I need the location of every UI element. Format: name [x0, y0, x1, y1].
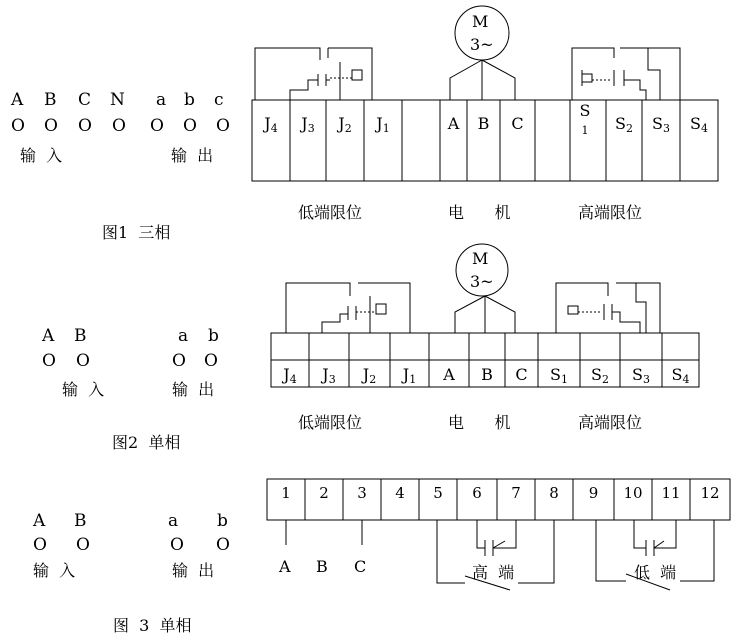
fig3-terminal-label: 6: [472, 484, 482, 502]
fig3-high-label: 高 端: [472, 563, 515, 582]
fig3-input-name: B: [74, 511, 87, 531]
fig3-low-label: 低 端: [634, 563, 677, 582]
fig2-terminal-label: $J_2$: [362, 365, 377, 386]
fig3-terminal-label: 11: [661, 484, 681, 502]
fig2-group-high: 高端限位: [578, 413, 643, 432]
fig3-output-name: a: [168, 511, 179, 531]
fig2-output-label: 输 出: [172, 380, 215, 399]
fig3-terminal-label: 2: [319, 484, 329, 502]
fig2-caption: 图2 单相: [112, 433, 181, 452]
fig1-motor-symbol: M: [472, 12, 489, 31]
fig1-input-terminal: O: [78, 116, 92, 136]
fig2-output-name: b: [208, 326, 219, 346]
fig2-terminal-label: A: [443, 365, 455, 384]
fig1-output-terminal: O: [150, 116, 164, 136]
fig3-terminal-label: 8: [549, 484, 559, 502]
fig2-output-terminal: O: [172, 351, 186, 371]
fig2-input-label: 输 入: [62, 380, 105, 399]
fig2-input-terminal: O: [42, 351, 56, 371]
fig2-input-name: B: [74, 326, 87, 346]
fig1-terminal-label: $S_4$: [690, 114, 708, 135]
fig3-terminal-label: 9: [588, 484, 599, 502]
fig1-terminal-label: B: [477, 114, 490, 133]
fig3-caption: 图 3 单相: [113, 616, 192, 635]
fig3-terminal-label: 1: [281, 484, 291, 502]
fig3-terminal-label: 7: [511, 484, 521, 502]
fig2-input-name: A: [42, 326, 55, 346]
fig2-terminal-label: $J_1$: [402, 365, 417, 386]
fig1-output-terminal: O: [183, 116, 197, 136]
fig1-caption: 图1 三相: [102, 223, 171, 242]
fig3-output-name: b: [217, 511, 228, 531]
fig2-input-terminal: O: [76, 351, 90, 371]
fig1-terminal-label: $J_1$: [376, 114, 390, 135]
fig3-output-terminal: O: [216, 535, 230, 555]
fig2-motor-phase: 3~: [470, 272, 494, 291]
fig1-terminal-label: $S_2$: [615, 114, 633, 135]
fig3-motor-lead: B: [316, 557, 328, 576]
fig3-input-label: 输 入: [33, 561, 76, 580]
fig1-motor-phase: 3~: [470, 35, 494, 54]
fig2-terminal-label: $S_1$: [550, 365, 568, 386]
fig1-terminal-label: C: [511, 114, 524, 133]
fig2-terminal-label: $S_4$: [671, 365, 690, 386]
fig3-motor-lead: C: [354, 557, 367, 576]
fig1-input-label: 输 入: [20, 146, 63, 165]
fig1-input-name: C: [78, 90, 92, 110]
fig1-input-name: B: [44, 90, 57, 110]
fig3-output-label: 输 出: [172, 561, 215, 580]
fig3-terminal-label: 5: [433, 484, 443, 502]
fig1-terminal-label: $J_2$: [338, 114, 352, 135]
fig3-terminal-label: 12: [700, 484, 720, 502]
fig2-terminal-label: B: [481, 365, 493, 384]
fig2-terminal-label: $S_2$: [591, 365, 609, 386]
fig2-group-low: 低端限位: [298, 413, 363, 432]
fig3-output-terminal: O: [170, 535, 184, 555]
fig1-group-low: 低端限位: [298, 203, 363, 222]
fig2-output-name: a: [178, 326, 189, 346]
fig1-terminal-label: $J_4$: [264, 114, 278, 135]
fig1-input-terminal: O: [44, 116, 58, 136]
fig1-output-label: 输 出: [171, 146, 214, 165]
fig2-terminal-label: $J_3$: [322, 365, 336, 386]
fig2-terminal-label: $J_4$: [283, 365, 297, 386]
fig1-terminal-label: $J_3$: [301, 114, 315, 135]
fig2-output-terminal: O: [204, 351, 218, 371]
fig2-terminal-label: $S_3$: [632, 365, 650, 386]
fig1-input-name: A: [11, 90, 24, 110]
fig1-terminal-label: A: [447, 114, 460, 133]
fig3-terminal-label: 10: [623, 484, 643, 502]
fig1-output-terminal: O: [216, 116, 230, 136]
fig1-input-terminal: O: [11, 116, 25, 136]
fig2-group-motor: 电 机: [448, 413, 511, 432]
fig3-input-name: A: [33, 511, 46, 531]
fig3-terminal-label: 3: [357, 484, 367, 502]
fig3-motor-lead: A: [279, 557, 291, 576]
fig3-input-terminal: O: [76, 535, 90, 555]
fig1-output-name: c: [214, 90, 224, 110]
fig3-input-terminal: O: [33, 535, 47, 555]
fig1-terminal-strip: [252, 100, 718, 181]
fig1-output-name: a: [156, 90, 167, 110]
fig1-output-name: b: [184, 90, 195, 110]
fig2-motor-symbol: M: [472, 249, 489, 268]
fig1-terminal-label: S 1: [579, 101, 591, 137]
fig1-input-name: N: [110, 90, 125, 110]
fig1-group-high: 高端限位: [578, 203, 643, 222]
fig2-terminal-label: C: [515, 365, 528, 384]
fig1-terminal-label: $S_3$: [652, 114, 670, 135]
fig1-input-terminal: O: [112, 116, 126, 136]
fig1-group-motor: 电 机: [448, 203, 511, 222]
fig3-terminal-label: 4: [395, 484, 405, 502]
